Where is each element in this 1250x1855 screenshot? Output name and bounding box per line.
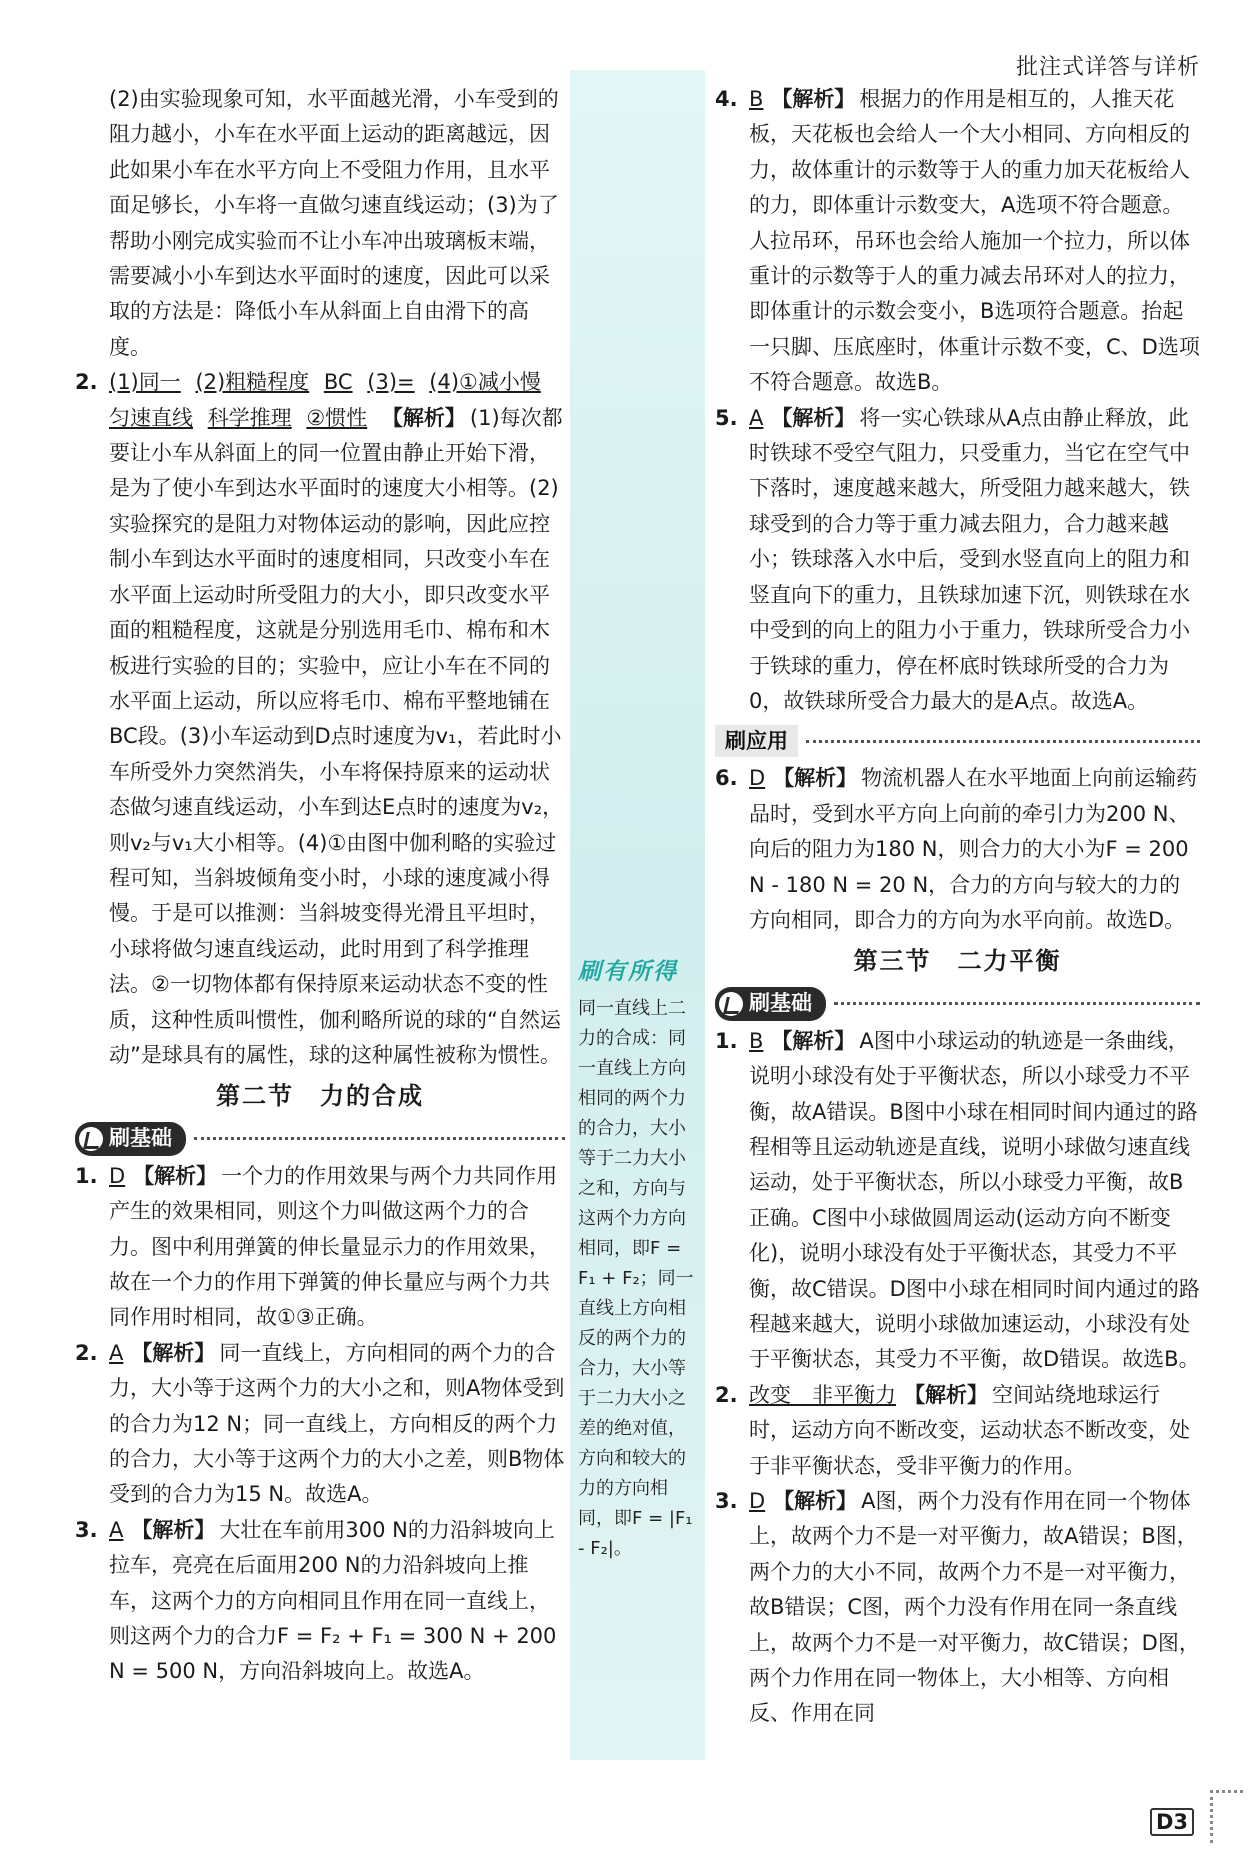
answer-choice: A (749, 405, 764, 430)
answer-choice: B (749, 87, 764, 111)
answer-blank: (1)同一 (109, 370, 181, 395)
item-body (109, 1513, 565, 1690)
side-note-text: 同一直线上二力的合成：同一直线上方向相同的两个力的合力，大小等于二力大小之和，方向与这两个力方向相同，即F = F₁ + F₂；同一直线上方向相反的两个力的合力，大小等于二力大小之差的绝对值，方向和较大的力的方向相同，即F = |F₁ - F₂|。 (578, 998, 694, 1559)
analysis-text: 将一实心铁球从A点由静止释放，此时铁球不受空气阻力，只受重力，当它在空气中下落时，速度越来越大，所受阻力越来越大，铁球受到的合力等于重力减去阻力，合力越来越小；铁球落入水中后，受到水竖直向上的阻力和竖直向下的重力，且铁球加速下沉，则铁球在水中受到的向上的阻力小于重力，铁球所受合力小于铁球的重力，停在杯底时铁球所受的合力为0，故铁球所受合力最大的是A点。故选A。 (749, 405, 1190, 713)
analysis-tag: 【解析】 (771, 1028, 856, 1053)
dotted-divider (806, 740, 1200, 743)
analysis-tag: 【解析】 (771, 87, 856, 111)
answer-choice: D (749, 766, 766, 791)
item-body (749, 1024, 1200, 1378)
answer-choice: A (109, 1340, 124, 1365)
answer-item (715, 82, 1200, 401)
basic-badge (75, 1122, 186, 1156)
left-column (75, 82, 565, 1690)
item-number: 2. (715, 1382, 738, 1407)
item-number: 6. (715, 766, 738, 791)
answer-blank: BC (323, 370, 353, 395)
item-body (749, 401, 1200, 720)
item-number: 1. (715, 1028, 738, 1053)
side-note-title: 刷有所得 (578, 958, 678, 985)
page-number: D3 (1150, 1808, 1194, 1836)
analysis-text: (1)每次都要让小车从斜面上的同一位置由静止开始下滑，是为了使小车到达水平面时的速度大小相等。(2)实验探究的是阻力对物体运动的影响，因此应控制小车到达水平面时的速度相同，只改变小车在水平面上运动时所受阻力的大小，即只改变水平面的粗糙程度，这就是分别选用毛巾、棉布和木板进行实验的目的；实验中，应让小车在不同的水平面上运动，所以应将毛巾、棉布平整地铺在BC段。(3)小车运动到D点时速度为v₁，若此时小车所受外力突然消失，小车将保持原来的运动状态做匀速直线运动，小车到达E点时的速度为v₂，则v₂与v₁大小相等。(4)①由图中伽利略的实验过程可知，当斜坡倾角变小时，小球的速度减小得慢。于是可以推测：当斜坡变得光滑且平坦时，小球将做匀速直线运动，此时用到了科学推理法。②一切物体都有保持原来运动状态不变的性质，这种性质叫惯性，伽利略所说的球的“自然运动”是球具有的属性，球的这种属性被称为惯性。 (109, 405, 564, 1067)
item-body (749, 1378, 1200, 1484)
answer-choice: D (109, 1163, 126, 1188)
section-title: 第三节 二力平衡 (853, 947, 1062, 976)
answer-blank: 科学推理 (207, 405, 292, 430)
section-badge-row (715, 723, 1200, 759)
analysis-tag: 【解析】 (904, 1382, 988, 1407)
answer-item (715, 401, 1200, 720)
item-body (109, 365, 565, 1073)
badge-label: 刷基础 (749, 991, 812, 1016)
answer-choice: B (749, 1028, 764, 1053)
item-number: 2. (75, 370, 98, 395)
analysis-tag: 【解析】 (131, 1517, 216, 1542)
answer-item (715, 1378, 1200, 1484)
answer-item (75, 1336, 565, 1513)
analysis-text: 一个力的作用效果与两个力共同作用产生的效果相同，则这个力叫做这两个力的合力。图中利用弹簧的伸长量显示力的作用效果，故在一个力的作用下弹簧的伸长量应与两个力共同作用时相同，故①③正确。 (109, 1163, 558, 1330)
item-number: 5. (715, 405, 738, 430)
section-badge-row (715, 986, 1200, 1022)
analysis-text: 物流机器人在水平地面上向前运输药品时，受到水平方向上向前的牵引力为200 N、向后的阻力为180 N，则合力的大小为F = 200 N - 180 N = 20 N，合力的方向与较大的力的方向相同，即合力的方向为水平向前。故选D。 (749, 766, 1198, 932)
badge-label: 刷基础 (109, 1126, 172, 1151)
item-body (109, 1336, 565, 1513)
analysis-tag: 【解析】 (773, 1489, 858, 1514)
right-column (715, 82, 1200, 1732)
analysis-text: 空间站绕地球运行时，运动方向不断改变，运动状态不断改变，处于非平衡状态，受非平衡力的作用。 (749, 1382, 1190, 1478)
item-number: 3. (715, 1489, 738, 1514)
analysis-tag: 【解析】 (771, 405, 856, 430)
item-number: 2. (75, 1340, 98, 1365)
analysis-text: A图，两个力没有作用在同一个物体上，故两个力不是一对平衡力，故A错误；B图，两个力的大小不同，故两个力不是一对平衡力，故B错误；C图，两个力没有作用在同一条直线上，故两个力不是一对平衡力，故C错误；D图，两个力作用在同一物体上，大小相等、方向相反、作用在同 (749, 1489, 1200, 1726)
analysis-text: A图中小球运动的轨迹是一条曲线，说明小球没有处于平衡状态，所以小球受力不平衡，故A错误。B图中小球在相同时间内通过的路程相等且运动轨迹是直线，说明小球做匀速直线运动，处于平衡状态，所以小球受力平衡，故B正确。C图中小球做圆周运动(运动方向不断变化)，说明小球没有处于平衡状态，其受力不平衡，故C错误。D图中小球在相同时间内通过的路程越来越大，说明小球做加速运动，小球没有处于平衡状态，其受力不平衡，故D错误。故选B。 (749, 1028, 1200, 1372)
answer-choice: D (749, 1489, 766, 1514)
answer-blank: (2)粗糙程度 (195, 370, 310, 395)
answer-choice: A (109, 1517, 124, 1542)
answer-blank: 匀速直线 (109, 405, 193, 430)
item-number: 3. (75, 1517, 98, 1542)
check-pen-icon (79, 1127, 103, 1151)
answer-blank: (3)= (367, 370, 415, 395)
item-body (749, 1484, 1200, 1732)
section-badge-row (75, 1121, 565, 1157)
item-body (109, 1159, 565, 1336)
item-body (749, 82, 1200, 401)
dotted-divider (834, 1002, 1200, 1005)
analysis-text: 同一直线上，方向相同的两个力的合力，大小等于这两个力的大小之和，则A物体受到的合力为12 N；同一直线上，方向相反的两个力的合力，大小等于这两个力的大小之差，则B物体受到的合力为15 N。故选A。 (109, 1340, 565, 1507)
item-number: 4. (715, 87, 738, 111)
check-pen-icon (719, 992, 743, 1016)
answer-item (75, 1159, 565, 1336)
apply-badge: 刷应用 (715, 725, 798, 757)
analysis-tag: 【解析】 (773, 766, 858, 791)
left-continued-text: (2)由实验现象可知，水平面越光滑，小车受到的阻力越小，小车在水平面上运动的距离越远，因此如果小车在水平方向上不受阻力作用，且水平面足够长，小车将一直做匀速直线运动；(3)为了帮助小刚完成实验而不让小车冲出玻璃板末端，需要减小小车到达水平面时的速度，因此可以采取的方法是：降低小车从斜面上自由滑下的高度。 (109, 87, 559, 359)
answer-item (75, 1513, 565, 1690)
section-title: 第二节 力的合成 (216, 1082, 424, 1111)
basic-badge (715, 987, 826, 1021)
item-body (749, 761, 1200, 938)
item-number: 1. (75, 1163, 98, 1188)
dotted-divider (194, 1137, 565, 1140)
analysis-text: 大壮在车前用300 N的力沿斜坡向上拉车，亮亮在后面用200 N的力沿斜坡向上推车，这两个力的方向相同且作用在同一直线上，则这两个力的合力F = F₂ + F₁ = 300 N + 200 N = 500 N，方向沿斜坡向上。故选A。 (109, 1517, 557, 1684)
answer-item (715, 1024, 1200, 1378)
analysis-tag: 【解析】 (133, 1163, 218, 1188)
answer-blank: ②惯性 (306, 405, 368, 430)
analysis-text: 根据力的作用是相互的，人推天花板，天花板也会给人一个大小相同、方向相反的力，故体重计的示数等于人的重力加天花板给人的力，即体重计示数变大，A选项不符合题意。人拉吊环，吊环也会给人施加一个拉力，所以体重计的示数等于人的重力减去吊环对人的拉力，即体重计的示数会变小，B选项符合题意。抬起一只脚、压底座时，体重计示数不变，C、D选项不符合题意。故选B。 (749, 87, 1200, 395)
analysis-tag: 【解析】 (131, 1340, 216, 1365)
analysis-tag: 【解析】 (381, 405, 466, 430)
answer-choice: 改变 非平衡力 (749, 1382, 896, 1407)
answer-blank: (4)①减小慢 (429, 370, 541, 395)
answer-item (715, 761, 1200, 938)
answer-item (75, 365, 565, 1073)
answer-item (715, 1484, 1200, 1732)
corner-dots (1210, 1790, 1243, 1843)
header-title: 批注式详答与详析 (1015, 55, 1200, 80)
